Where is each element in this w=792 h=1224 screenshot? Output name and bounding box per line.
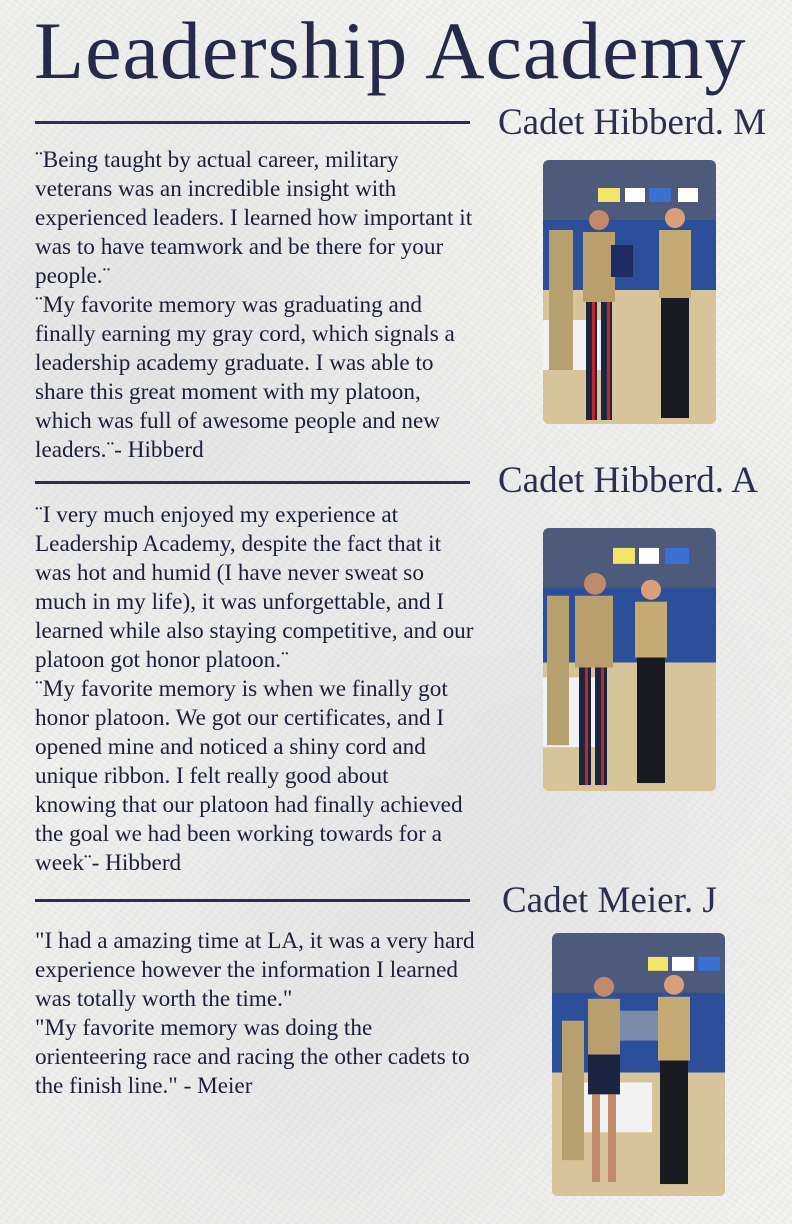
section-divider: [35, 481, 470, 484]
quote-text: ¨Being taught by actual career, military veterans was an incredible insight with experienced leaders. I learned how important it was to have teamwork and be there for your people.¨: [35, 147, 473, 289]
section-divider: [35, 121, 470, 124]
quote-text: ¨My favorite memory was graduating and finally earning my gray cord, which signals a leadership academy graduate. I was able to share this great moment with my platoon, which was full of awesome people and new leaders.¨- Hibberd: [35, 292, 455, 463]
quote-text: ¨My favorite memory is when we finally got honor platoon. We got our certificates, and I opened mine and noticed a shiny cord and unique ribbon. I felt really good about knowing that our platoon had finally achieved the goal we had been working towards for a week¨- Hibberd: [35, 676, 463, 876]
cadet-photo: [552, 933, 725, 1196]
section-divider: [35, 899, 470, 902]
quote-text: ¨I very much enjoyed my experience at Leadership Academy, despite the fact that it was hot and humid (I have never sweat so much in my life), it was unforgettable, and I learned while also staying competitive, and our platoon got honor platoon.¨: [35, 502, 474, 673]
cadet-name: Cadet Hibberd. A: [498, 460, 758, 501]
cadet-name: Cadet Hibberd. M: [498, 102, 767, 143]
award-ceremony-photo-icon: [543, 528, 716, 791]
page-title: Leadership Academy: [34, 5, 747, 96]
award-ceremony-photo-icon: [552, 933, 725, 1196]
cadet-name: Cadet Meier. J: [502, 880, 717, 921]
quote-text: "My favorite memory was doing the orienteering race and racing the other cadets to the finish line." - Meier: [35, 1015, 470, 1099]
cadet-quote: [35, 927, 475, 1101]
cadet-quote: [35, 501, 475, 878]
cadet-quote: [35, 146, 475, 465]
award-ceremony-photo-icon: [543, 160, 716, 424]
cadet-photo: [543, 528, 716, 791]
cadet-photo: [543, 160, 716, 424]
quote-text: "I had a amazing time at LA, it was a very hard experience however the information I learned was totally worth the time.": [35, 928, 475, 1012]
